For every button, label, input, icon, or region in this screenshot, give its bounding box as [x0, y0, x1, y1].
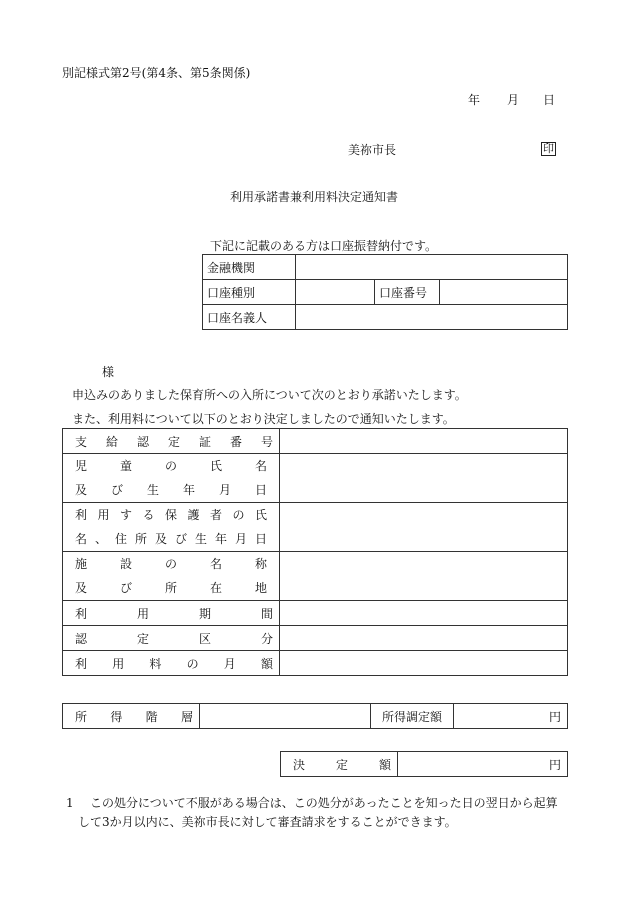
date-month: 月 — [507, 93, 520, 107]
account-number-field[interactable] — [440, 280, 568, 305]
account-number-label: 口座番号 — [375, 280, 440, 305]
seal-mark: 印 — [543, 142, 554, 155]
adjusted-income-label: 所得調定額 — [371, 704, 454, 729]
child-name-line-2: 及び生年月日 — [75, 483, 267, 497]
date-day: 日 — [543, 93, 556, 107]
footnote-line-1: この処分について不服がある場合は、この処分があったことを知った日の翌日から起算 — [90, 796, 558, 810]
decision-yen: 円 — [548, 757, 561, 772]
category-label: 認定区分 — [63, 626, 280, 651]
period-field[interactable] — [280, 601, 568, 626]
child-name-field[interactable] — [280, 454, 568, 503]
income-tier-field[interactable] — [200, 704, 371, 729]
decision-field[interactable] — [398, 752, 568, 777]
document-title: 利用承諾書兼利用料決定通知書 — [230, 190, 399, 204]
decision-label: 決定額 — [281, 752, 398, 777]
income-table — [62, 703, 568, 729]
main-table — [62, 428, 568, 676]
footnote-number: 1 — [66, 796, 74, 810]
guardian-line-1: 利用する保護者の氏 — [75, 508, 267, 522]
account-type-field[interactable] — [296, 280, 375, 305]
facility-line-1: 施設の名称 — [75, 557, 267, 571]
facility-line-2: 及び所在地 — [75, 581, 267, 595]
cert-number-field[interactable] — [280, 429, 568, 454]
adjusted-income-field[interactable] — [454, 704, 568, 729]
institution-label: 金融機関 — [203, 255, 296, 280]
recipient-sama: 様 — [102, 365, 115, 379]
institution-field[interactable] — [296, 255, 568, 280]
guardian-label — [63, 503, 280, 552]
facility-field[interactable] — [280, 552, 568, 601]
notice-line-1: 申込みのありました保育所への入所について次のとおり承諾いたします。 — [72, 388, 467, 402]
income-tier-label: 所得階層 — [63, 704, 200, 729]
guardian-field[interactable] — [280, 503, 568, 552]
bank-note: 下記に記載のある方は口座振替納付です。 — [210, 239, 438, 253]
period-label: 利用期間 — [63, 601, 280, 626]
footnote-line-2: して3か月以内に、美祢市長に対して審査請求をすることができます。 — [78, 815, 457, 829]
date-year: 年 — [468, 93, 481, 107]
child-name-label — [63, 454, 280, 503]
notice-line-2: また、利用料について以下のとおり決定しましたので通知いたします。 — [72, 412, 455, 426]
monthly-fee-field[interactable] — [280, 651, 568, 676]
facility-label — [63, 552, 280, 601]
decision-table — [280, 751, 568, 777]
form-number: 別記様式第2号(第4条、第5条関係) — [62, 66, 251, 80]
monthly-fee-label: 利用料の月額 — [63, 651, 280, 676]
addressee: 美祢市長 — [348, 143, 397, 157]
account-holder-label: 口座名義人 — [203, 305, 296, 330]
adjusted-income-yen: 円 — [548, 709, 561, 724]
guardian-line-2: 名、住所及び生年月日 — [75, 532, 267, 546]
child-name-line-1: 児童の氏名 — [75, 459, 267, 473]
account-holder-field[interactable] — [296, 305, 568, 330]
category-field[interactable] — [280, 626, 568, 651]
cert-number-label: 支給認定証番号 — [63, 429, 280, 454]
account-type-label: 口座種別 — [203, 280, 296, 305]
bank-table — [202, 254, 568, 330]
